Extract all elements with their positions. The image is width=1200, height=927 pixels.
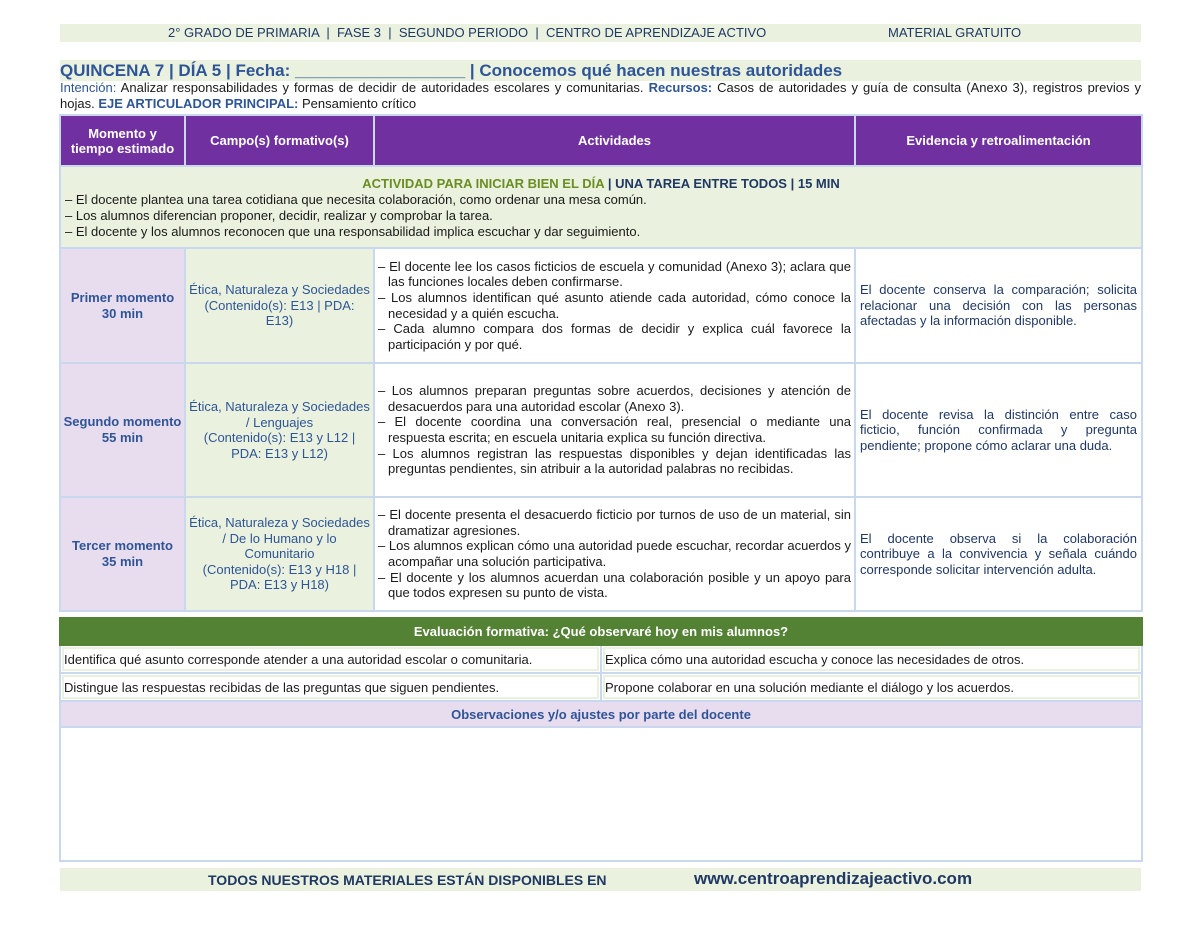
activity-item: – Cada alumno compara dos formas de decidir y explica cuál favorece la participación y por qué. [378,321,851,352]
table-row [60,497,1142,611]
moment-cell [60,248,185,363]
intent-label: Intención: [60,80,117,95]
moment-cell [60,497,185,611]
evidence-cell [855,363,1142,497]
header-bar [60,24,1141,42]
activities-cell [374,248,855,363]
evaluation-item: Identifica qué asunto corresponde atender a una autoridad escolar o comunitaria. [60,645,601,673]
campo-label: Ética, Naturaleza y Sociedades (Contenido(s): E13 | PDA: E13) [189,282,370,329]
moment-label: Segundo momento 55 min [63,414,182,445]
activity-item: – El docente presenta el desacuerdo ficticio por turnos de uso de un material, sin dramatizar agresiones. [378,507,851,538]
warmup-item: – El docente plantea una tarea cotidiana que necesita colaboración, como ordenar una mesa común. [65,192,647,207]
campo-cell [185,248,374,363]
observations-title: Observaciones y/o ajustes por parte del docente [60,701,1142,727]
evaluation-item: Distingue las respuestas recibidas de las preguntas que siguen pendientes. [60,673,601,701]
evaluation-title: Evaluación formativa: ¿Qué observaré hoy en mis alumnos? [60,618,1142,645]
campo-label: Ética, Naturaleza y Sociedades / De lo Humano y lo Comunitario (Contenido(s): E13 y H18 | PDA: E13 y H18) [189,515,370,593]
evaluation-item: Explica cómo una autoridad escucha y conoce las necesidades de otros. [601,645,1142,673]
activity-item: – Los alumnos preparan preguntas sobre acuerdos, decisiones y atención de desacuerdos para una autoridad escolar (Anexo 3). [378,383,851,414]
axis-text: Pensamiento crítico [298,95,417,111]
plan-table [59,114,1143,612]
resources-label: Recursos: [648,80,713,95]
evidence-text: El docente revisa la distinción entre caso ficticio, función confirmada y pregunta pendiente; propone cómo aclarar una duda. [860,406,1137,453]
header-grade-info: 2° GRADO DE PRIMARIA | FASE 3 | SEGUNDO PERIODO | CENTRO DE APRENDIZAJE ACTIVO [168,25,767,40]
intent-paragraph [60,80,1141,111]
table-row [60,248,1142,363]
activity-item: – Los alumnos registran las respuestas disponibles y dejan identificadas las preguntas pendientes, sin atribuir a la autoridad palabras no recibidas. [378,445,851,477]
activity-item: – Los alumnos identifican qué asunto atiende cada autoridad, cómo conoce la necesidad y a quién escucha. [378,289,851,321]
activity-item: – El docente lee los casos ficticios de escuela y comunidad (Anexo 3); aclara que las funciones locales deben confirmarse. [378,258,851,290]
activity-item: – El docente coordina una conversación real, presencial o mediante una respuesta escrita; en escuela unitaria explica su función directiva. [378,414,851,445]
footer-url-link[interactable]: www.centroaprendizajeactivo.com [694,869,973,888]
campo-cell [185,363,374,497]
intent-text: Analizar responsabilidades y formas de decidir de autoridades escolares y comunitarias. [116,80,649,95]
warmup-item: – Los alumnos diferencian proponer, decidir, realizar y comprobar la tarea. [65,208,493,223]
evaluation-table [59,617,1143,862]
moment-cell [60,363,185,497]
evidence-text: El docente observa si la colaboración contribuye a la convivencia y señala cuándo corresponde solicitar intervención adulta. [860,530,1137,577]
moment-label: Tercer momento 35 min [72,538,173,569]
warmup-title-green: ACTIVIDAD PARA INICIAR BIEN EL DÍA [362,176,605,191]
table-row [60,363,1142,497]
warmup-cell [60,166,1142,248]
header-campo: Campo(s) formativo(s) [185,115,374,166]
header-momento: Momento y tiempo estimado [60,115,185,166]
page-title: QUINCENA 7 | DÍA 5 | Fecha: __________________ | Conocemos qué hacen nuestras autoridades [60,61,843,80]
warmup-title [65,176,1137,192]
footer-text: TODOS NUESTROS MATERIALES ESTÁN DISPONIBLES EN [208,872,607,888]
moment-label: Primer momento 30 min [70,289,175,321]
evidence-text: El docente conserva la comparación; solicita relacionar una decisión con las personas afectadas y la información disponible. [860,282,1137,329]
table-header-row [60,115,1142,166]
evaluation-item: Propone colaborar en una solución mediante el diálogo y los acuerdos. [601,673,1142,701]
resources-text: Casos de autoridades y guía de consulta (Anexo 3), registros previos y hojas. [60,80,1141,111]
activity-item: – Los alumnos explican cómo una autoridad puede escuchar, recordar acuerdos y acompañar una solución participativa. [378,538,851,569]
evidence-cell [855,248,1142,363]
warmup-item: – El docente y los alumnos reconocen que una responsabilidad implica escuchar y dar seguimiento. [65,224,641,239]
evidence-cell [855,497,1142,611]
warmup-title-rest: | UNA TAREA ENTRE TODOS | 15 MIN [604,176,840,191]
header-free-material: MATERIAL GRATUITO [888,25,1022,40]
activity-item: – El docente y los alumnos acuerdan una colaboración posible y un apoyo para que todos expresen su punto de vista. [378,569,851,601]
campo-label: Ética, Naturaleza y Sociedades / Lenguajes (Contenido(s): E13 y L12 | PDA: E13 y L12) [189,399,370,461]
campo-cell [185,497,374,611]
activities-cell [374,497,855,611]
warmup-row [60,166,1142,248]
axis-label: EJE ARTICULADOR PRINCIPAL: [98,95,299,111]
activities-cell [374,363,855,497]
header-actividades: Actividades [374,115,855,166]
header-evidencia: Evidencia y retroalimentación [855,115,1142,166]
observations-area[interactable] [60,727,1142,861]
footer-bar [60,868,1141,891]
